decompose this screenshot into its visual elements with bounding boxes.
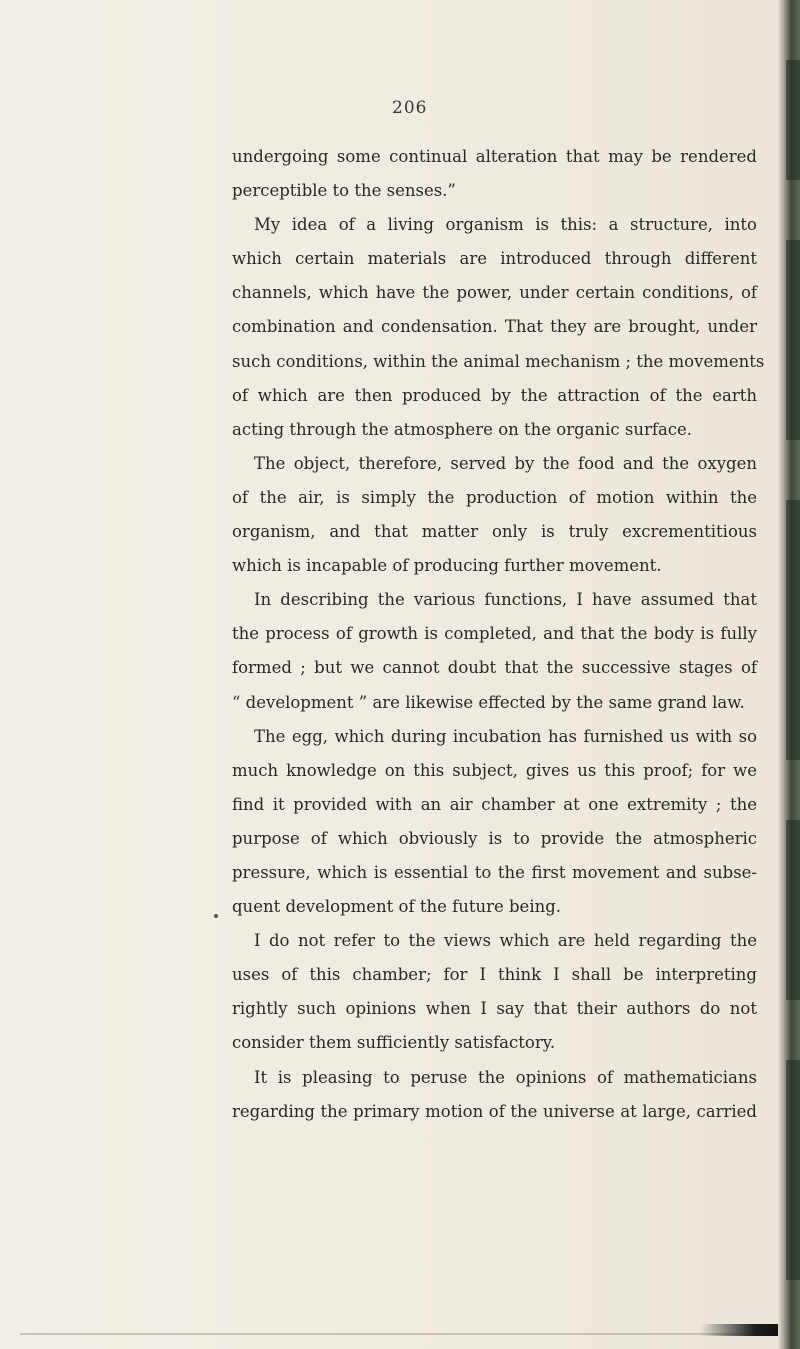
text-line: which is incapable of producing further movement. [232, 556, 662, 576]
text-line: purpose of which obviously is to provide the atmospheric [232, 828, 757, 848]
paragraph-start-line: It is pleasing to peruse the opinions of mathematicians [254, 1067, 757, 1087]
edge-streak [786, 60, 800, 180]
text-line: uses of this chamber; for I think I shall be interpreting [232, 965, 757, 985]
text-line: consider them sufficiently satisfactory. [232, 1033, 556, 1053]
text-line: perceptible to the senses.” [232, 181, 456, 201]
text-line: which certain materials are introduced through different [232, 249, 757, 269]
text-line: such conditions, within the animal mechanism ; the movements [232, 351, 765, 371]
binding-edge-shadow [778, 0, 800, 1349]
text-line: the process of growth is completed, and that the body is fully [232, 624, 757, 644]
text-line: channels, which have the power, under certain conditions, of [232, 283, 757, 303]
bottom-corner-shadow [700, 1324, 778, 1336]
text-line: regarding the primary motion of the universe at large, carried [232, 1101, 757, 1121]
text-line: organism, and that matter only is truly excrementitious [232, 522, 757, 542]
text-line: of the air, is simply the production of motion within the [232, 487, 757, 507]
text-line: rightly such opinions when I say that their authors do not [232, 999, 757, 1019]
body-text [232, 140, 765, 1129]
text-line: much knowledge on this subject, gives us this proof; for we [232, 760, 757, 780]
paragraph-start-line: The object, therefore, served by the food and the oxygen [254, 453, 757, 473]
edge-streak [786, 240, 800, 440]
text-line: undergoing some continual alteration that may be rendered [232, 147, 757, 166]
paragraph-start-line: In describing the various functions, I have assumed that [254, 590, 757, 610]
text-line: find it provided with an air chamber at one extremity ; the [232, 794, 757, 814]
paragraph-start-line: My idea of a living organism is this: a structure, into [254, 215, 757, 235]
edge-streak [786, 820, 800, 1000]
bottom-page-edge [20, 1333, 760, 1335]
page-number: 206 [392, 98, 428, 118]
text-line: quent development of the future being. [232, 897, 562, 917]
edge-streak [786, 1060, 800, 1280]
ink-speck [214, 914, 218, 918]
text-line: of which are then produced by the attraction of the earth [232, 385, 757, 405]
text-line: combination and condensation. That they are brought, under [232, 317, 757, 337]
text-line: pressure, which is essential to the first movement and subse- [232, 862, 757, 882]
text-line: acting through the atmosphere on the organic surface. [232, 419, 693, 439]
text-line: “ development ” are likewise effected by the same grand law. [232, 692, 745, 712]
paragraph-start-line: I do not refer to the views which are held regarding the [254, 931, 757, 951]
paragraph-start-line: The egg, which during incubation has furnished us with so [254, 726, 757, 746]
text-line: formed ; but we cannot doubt that the successive stages of [232, 658, 757, 678]
edge-streak [786, 500, 800, 760]
